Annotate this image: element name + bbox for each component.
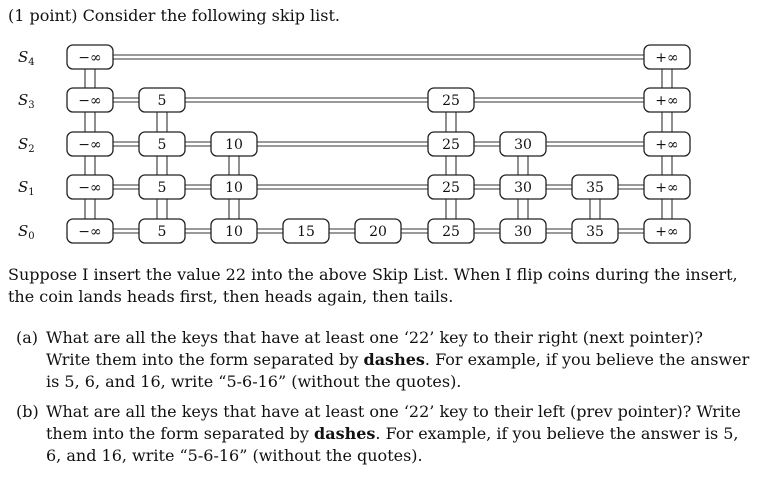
node-key: −∞ <box>78 180 102 196</box>
node-30 <box>500 175 546 199</box>
node-key: 10 <box>225 137 243 153</box>
node-neg-inf <box>67 219 113 243</box>
node-key: 15 <box>297 224 315 240</box>
node-25 <box>428 219 474 243</box>
node-key: 30 <box>514 180 532 196</box>
level-s2 <box>67 132 690 156</box>
node-key: −∞ <box>78 50 102 66</box>
node-key: 25 <box>442 180 460 196</box>
question-a-text-start: What are all the keys that have at least one ‘22’ key to their right (next pointer)? Write them into the form separated by <box>46 328 703 369</box>
node-key: −∞ <box>78 224 102 240</box>
level-s1 <box>67 175 690 199</box>
question-b-tag: (b) <box>16 402 39 421</box>
level-s3 <box>67 88 690 112</box>
question-b <box>16 401 752 467</box>
question-b-bold-word: dashes <box>314 424 376 443</box>
node-key: 25 <box>442 224 460 240</box>
node-pos-inf <box>644 132 690 156</box>
node-key: 35 <box>586 180 604 196</box>
level-s4 <box>67 45 690 69</box>
node-key: 5 <box>157 93 167 109</box>
node-5 <box>139 175 185 199</box>
node-key: 5 <box>157 180 167 196</box>
level-label-s3: $S_3$ <box>18 91 35 111</box>
node-10 <box>211 175 257 199</box>
node-5 <box>139 88 185 112</box>
node-5 <box>139 132 185 156</box>
node-10 <box>211 219 257 243</box>
question-a-bold-word: dashes <box>363 350 425 369</box>
node-25 <box>428 132 474 156</box>
problem-paragraph <box>8 264 738 308</box>
node-key: −∞ <box>78 93 102 109</box>
question-b-text-end: . For example, if you believe the answer is 5, 6, and 16, write “5-6-16” (without the quotes). <box>46 424 739 465</box>
intro-text: (1 point) Consider the following skip list. <box>8 6 340 25</box>
node-key: 5 <box>157 137 167 153</box>
node-35 <box>572 219 618 243</box>
node-key: +∞ <box>655 180 679 196</box>
question-a <box>16 327 752 393</box>
node-neg-inf <box>67 132 113 156</box>
node-key: +∞ <box>655 224 679 240</box>
node-key: 25 <box>442 93 460 109</box>
node-key: +∞ <box>655 50 679 66</box>
node-neg-inf <box>67 45 113 69</box>
node-pos-inf <box>644 175 690 199</box>
paragraph-line-1: Suppose I insert the value 22 into the above Skip List. When I flip coins during the insert, <box>8 265 738 284</box>
node-neg-inf <box>67 175 113 199</box>
node-key: 30 <box>514 224 532 240</box>
node-15 <box>283 219 329 243</box>
question-a-text-end: . For example, if you believe the answer is 5, 6, and 16, write “5-6-16” (without the quotes). <box>46 350 750 391</box>
node-5 <box>139 219 185 243</box>
question-b-body <box>46 401 752 467</box>
node-pos-inf <box>644 219 690 243</box>
question-a-tag: (a) <box>16 328 39 347</box>
node-20 <box>355 219 401 243</box>
node-key: 5 <box>157 224 167 240</box>
level-label-s0: $S_0$ <box>18 222 35 242</box>
node-key: 35 <box>586 224 604 240</box>
node-pos-inf <box>644 45 690 69</box>
node-10 <box>211 132 257 156</box>
node-key: 10 <box>225 180 243 196</box>
question-b-text-start: What are all the keys that have at least one ‘22’ key to their left (prev pointer)? Write them into the form separated by <box>46 402 741 443</box>
paragraph-line-2: the coin lands heads first, then heads again, then tails. <box>8 287 454 306</box>
node-key: 10 <box>225 224 243 240</box>
level-label-s2: $S_2$ <box>18 135 35 155</box>
node-30 <box>500 132 546 156</box>
node-key: +∞ <box>655 137 679 153</box>
node-key: −∞ <box>78 137 102 153</box>
node-key: +∞ <box>655 93 679 109</box>
question-a-body <box>46 327 752 393</box>
node-key: 30 <box>514 137 532 153</box>
node-key: 25 <box>442 137 460 153</box>
level-label-s4: $S_4$ <box>18 48 35 68</box>
node-35 <box>572 175 618 199</box>
skip-list-diagram <box>0 36 770 256</box>
level-label-s1: $S_1$ <box>18 178 35 198</box>
node-pos-inf <box>644 88 690 112</box>
level-s0 <box>67 219 690 243</box>
node-key: 20 <box>369 224 387 240</box>
node-neg-inf <box>67 88 113 112</box>
node-25 <box>428 175 474 199</box>
node-30 <box>500 219 546 243</box>
node-25 <box>428 88 474 112</box>
